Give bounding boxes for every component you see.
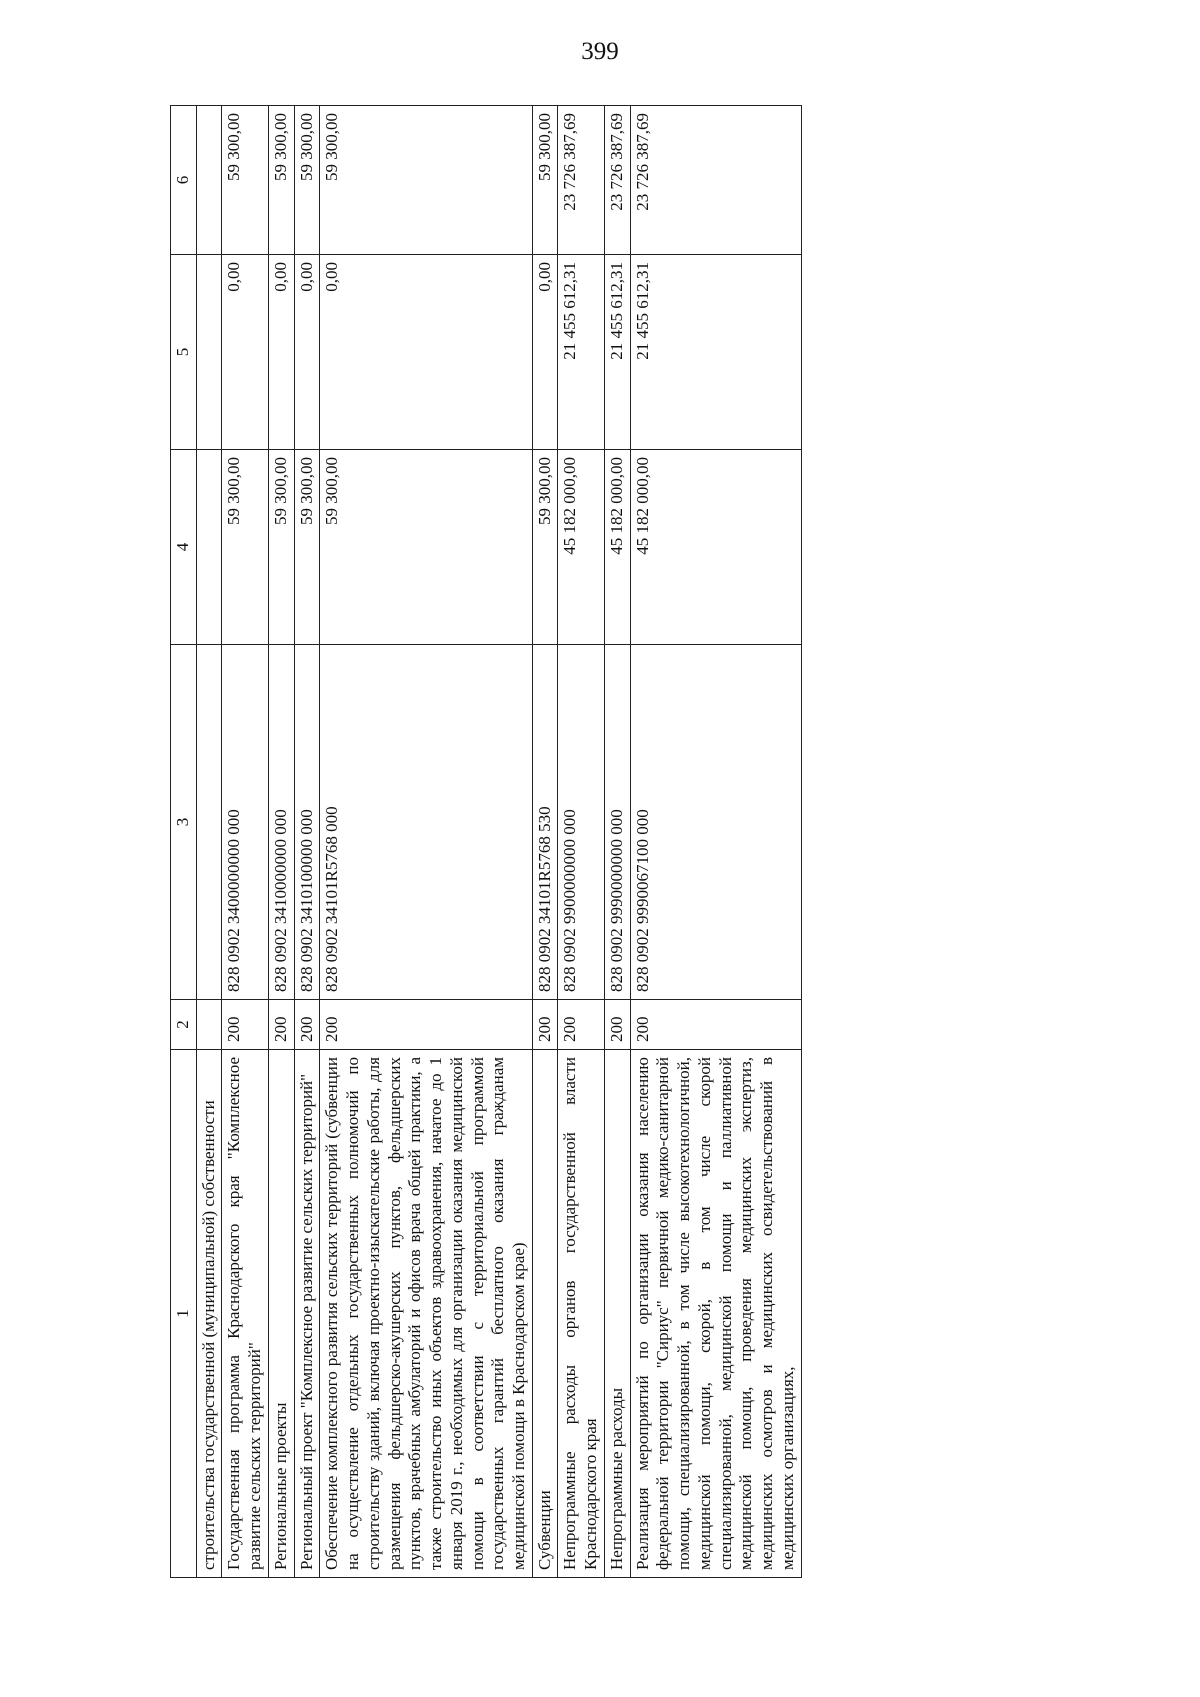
row-description: строительства государственной (муниципальной) собственности bbox=[196, 1050, 222, 1578]
row-column-2: 200 bbox=[604, 1000, 630, 1050]
row-amount-4: 45 182 000,00 bbox=[630, 450, 801, 645]
row-amount-5: 0,00 bbox=[268, 255, 294, 450]
row-amount-5: 21 455 612,31 bbox=[558, 255, 604, 450]
row-amount-6: 59 300,00 bbox=[268, 106, 294, 255]
row-amount-4: 59 300,00 bbox=[222, 450, 268, 645]
row-column-2: 200 bbox=[268, 1000, 294, 1050]
table-row bbox=[630, 106, 801, 1578]
row-column-2: 200 bbox=[630, 1000, 801, 1050]
row-description: Субвенции bbox=[532, 1050, 558, 1578]
row-amount-6 bbox=[196, 106, 222, 255]
row-amount-6: 23 726 387,69 bbox=[604, 106, 630, 255]
table-row bbox=[532, 106, 558, 1578]
row-description: Непрограммные расходы органов государственной власти Краснодарского края bbox=[558, 1050, 604, 1578]
row-column-2: 200 bbox=[532, 1000, 558, 1050]
header-cell-1: 1 bbox=[171, 1050, 197, 1578]
rotated-table-container bbox=[170, 106, 1010, 1578]
table-row bbox=[222, 106, 268, 1578]
row-budget-code: 828 0902 9900000000 000 bbox=[558, 645, 604, 1000]
table-row bbox=[294, 106, 320, 1578]
row-column-2: 200 bbox=[558, 1000, 604, 1050]
row-amount-6: 23 726 387,69 bbox=[558, 106, 604, 255]
header-cell-4: 4 bbox=[171, 450, 197, 645]
row-amount-4: 45 182 000,00 bbox=[558, 450, 604, 645]
budget-table bbox=[170, 105, 802, 1578]
row-amount-6: 23 726 387,69 bbox=[630, 106, 801, 255]
row-column-2: 200 bbox=[320, 1000, 532, 1050]
row-amount-5: 0,00 bbox=[320, 255, 532, 450]
row-amount-5: 0,00 bbox=[222, 255, 268, 450]
header-cell-6: 6 bbox=[171, 106, 197, 255]
row-amount-4: 59 300,00 bbox=[532, 450, 558, 645]
row-column-2: 200 bbox=[222, 1000, 268, 1050]
row-description: Обеспечение комплексного развития сельских территорий (субвенции на осуществление отдельных государственных полномочий по строительству зданий, включая проектно-изыскательские работы, для размещения фельдшерско-акушерских пунктов, фельдшерских пунктов, врачебных амбулаторий и офисов врача общей практики, а также строительство иных объектов здравоохранения, начатое до 1 января 2019 г., необходимых для организации оказания медицинской помощи в соответствии с территориальной программой государственных гарантий бесплатного оказания гражданам медицинской помощи в Краснодарском крае) bbox=[320, 1050, 532, 1578]
row-description: Реализация мероприятий по организации оказания населению федеральной территории "Сириус" первичной медико-санитарной помощи, специализированной, в том числе высокотехнологичной, медицинской помощи, скорой, в том числе скорой специализированной, медицинской помощи и паллиативной медицинской помощи, проведения медицинских экспертиз, медицинских осмотров и медицинских освидетельствований в медицинских организациях, bbox=[630, 1050, 801, 1578]
row-column-2 bbox=[196, 1000, 222, 1050]
row-budget-code: 828 0902 3400000000 000 bbox=[222, 645, 268, 1000]
header-cell-3: 3 bbox=[171, 645, 197, 1000]
row-budget-code: 828 0902 34101R5768 000 bbox=[320, 645, 532, 1000]
row-amount-4: 59 300,00 bbox=[320, 450, 532, 645]
header-cell-5: 5 bbox=[171, 255, 197, 450]
row-amount-5: 21 455 612,31 bbox=[630, 255, 801, 450]
table-row bbox=[196, 106, 222, 1578]
header-cell-2: 2 bbox=[171, 1000, 197, 1050]
table-row bbox=[320, 106, 532, 1578]
row-description: Региональные проекты bbox=[268, 1050, 294, 1578]
row-amount-5: 0,00 bbox=[532, 255, 558, 450]
table-row bbox=[558, 106, 604, 1578]
row-budget-code: 828 0902 9990067100 000 bbox=[630, 645, 801, 1000]
table-row bbox=[268, 106, 294, 1578]
row-description: Непрограммные расходы bbox=[604, 1050, 630, 1578]
row-amount-5: 21 455 612,31 bbox=[604, 255, 630, 450]
row-amount-6: 59 300,00 bbox=[320, 106, 532, 255]
row-description: Региональный проект "Комплексное развитие сельских территорий" bbox=[294, 1050, 320, 1578]
row-description: Государственная программа Краснодарского края "Комплексное развитие сельских территорий" bbox=[222, 1050, 268, 1578]
row-amount-5: 0,00 bbox=[294, 255, 320, 450]
table-header-row bbox=[171, 106, 197, 1578]
row-amount-6: 59 300,00 bbox=[532, 106, 558, 255]
row-budget-code bbox=[196, 645, 222, 1000]
row-budget-code: 828 0902 9990000000 000 bbox=[604, 645, 630, 1000]
row-amount-4: 59 300,00 bbox=[268, 450, 294, 645]
row-budget-code: 828 0902 34101R5768 530 bbox=[532, 645, 558, 1000]
row-budget-code: 828 0902 3410100000 000 bbox=[294, 645, 320, 1000]
row-amount-6: 59 300,00 bbox=[294, 106, 320, 255]
row-amount-4: 59 300,00 bbox=[294, 450, 320, 645]
row-amount-6: 59 300,00 bbox=[222, 106, 268, 255]
row-amount-4 bbox=[196, 450, 222, 645]
row-amount-5 bbox=[196, 255, 222, 450]
row-budget-code: 828 0902 3410000000 000 bbox=[268, 645, 294, 1000]
row-amount-4: 45 182 000,00 bbox=[604, 450, 630, 645]
table-row bbox=[604, 106, 630, 1578]
row-column-2: 200 bbox=[294, 1000, 320, 1050]
page-number: 399 bbox=[581, 38, 619, 65]
